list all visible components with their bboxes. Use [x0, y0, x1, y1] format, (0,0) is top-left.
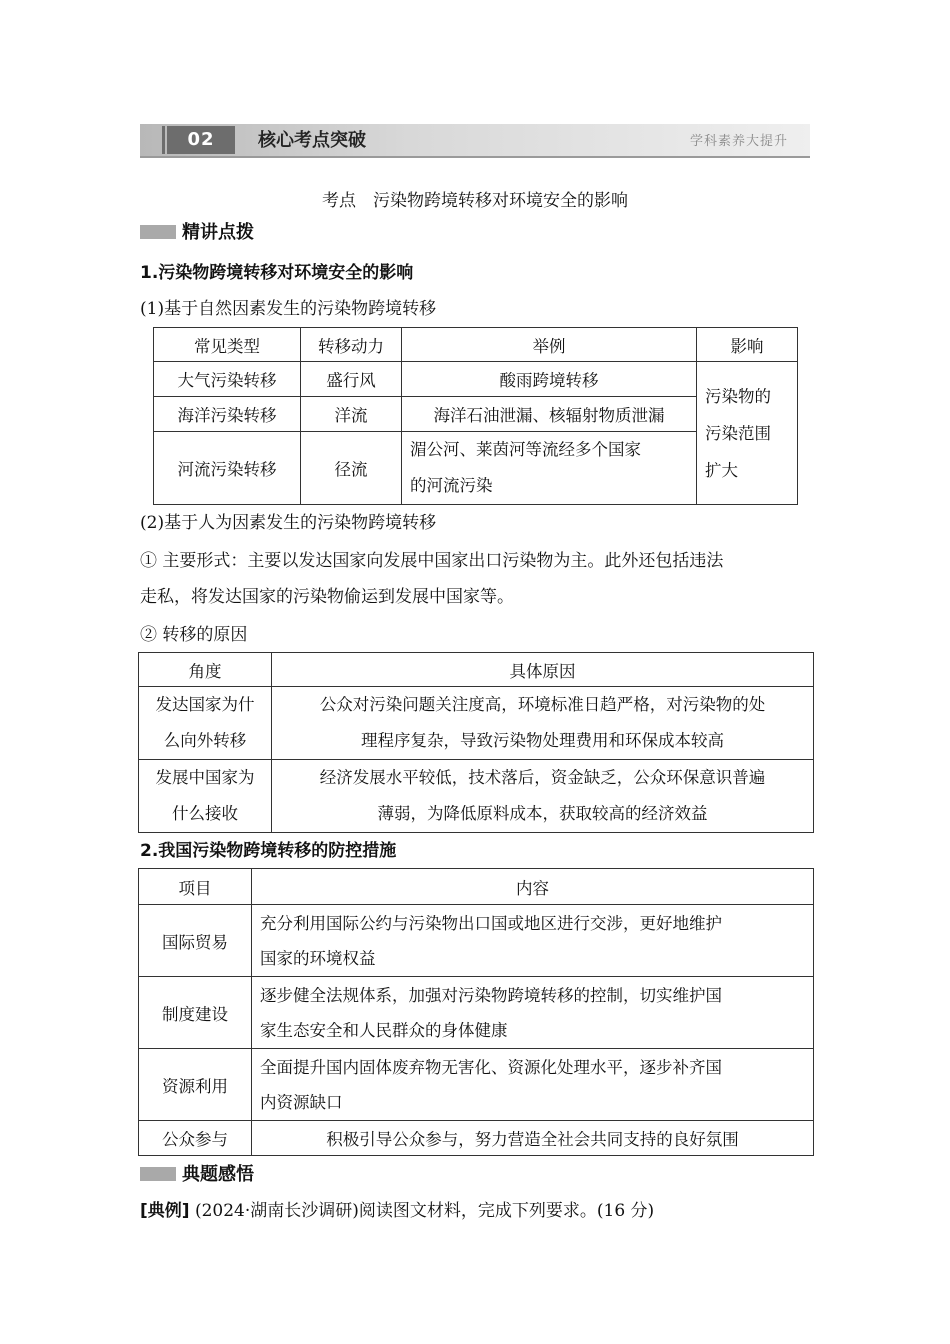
cell-line: 经济发展水平较低，技术落后，资金缺乏，公众环保意识普遍 — [319, 768, 766, 787]
table-header: 举例 — [402, 328, 697, 362]
table-cell — [272, 687, 814, 760]
table-cell: 资源利用 — [139, 1049, 252, 1121]
table-cell: 制度建设 — [139, 977, 252, 1049]
table-row — [139, 905, 814, 977]
table-cell: 酸雨跨境转移 — [402, 362, 697, 397]
table-cell: 国际贸易 — [139, 905, 252, 977]
table-header: 影响 — [697, 328, 798, 362]
table-header: 项目 — [139, 869, 252, 905]
table-header-row — [139, 653, 814, 687]
cell-line: 的河流污染 — [410, 476, 493, 495]
table-header-row — [139, 869, 814, 905]
table-cell: 洋流 — [301, 397, 402, 432]
table-row — [139, 687, 814, 760]
cell-line: 发展中国家为 — [155, 768, 255, 787]
table-cell — [139, 687, 272, 760]
table-row — [139, 1049, 814, 1121]
table-row — [139, 1121, 814, 1156]
table-row — [139, 760, 814, 833]
reason-title: ② 转移的原因 — [140, 625, 248, 645]
cell-line: 理程序复杂，导致污染物处理费用和环保成本较高 — [361, 731, 724, 750]
table-cell-impact — [697, 362, 798, 505]
example-line — [140, 1196, 654, 1221]
paragraph-line: ① 主要形式：主要以发达国家向发展中国家出口污染物为主。此外还包括违法 — [140, 551, 724, 571]
section-title: 核心考点突破 — [258, 130, 366, 151]
section-number: 02 — [167, 126, 235, 154]
table-header: 转移动力 — [301, 328, 402, 362]
table-transfer-reasons — [138, 652, 814, 833]
topic-title: 考点 污染物跨境转移对环境安全的影响 — [322, 191, 628, 211]
section-marker — [140, 1167, 176, 1181]
subheading-2: (2)基于人为因素发生的污染物跨境转移 — [140, 513, 437, 533]
table-cell — [402, 432, 697, 505]
table-cell — [139, 760, 272, 833]
table-cell: 积极引导公众参与，努力营造全社会共同支持的良好氛围 — [252, 1121, 814, 1156]
table-natural-transfer — [153, 327, 798, 505]
table-cell: 盛行风 — [301, 362, 402, 397]
table-cell: 大气污染转移 — [154, 362, 301, 397]
cell-line: 湄公河、莱茵河等流经多个国家 — [410, 440, 641, 459]
table-header: 常见类型 — [154, 328, 301, 362]
cell-line: 家生态安全和人民群众的身体健康 — [260, 1020, 508, 1040]
example-text: (2024·湖南长沙调研)阅读图文材料，完成下列要求。(16 分) — [189, 1201, 655, 1221]
section-label: 典题感悟 — [182, 1164, 254, 1185]
heading-1: 1.污染物跨境转移对环境安全的影响 — [140, 263, 414, 283]
table-prevention-measures — [138, 868, 814, 1156]
heading-2: 2.我国污染物跨境转移的防控措施 — [140, 841, 397, 861]
impact-line: 扩大 — [705, 460, 738, 480]
table-cell — [252, 1049, 814, 1121]
table-header-row — [154, 328, 798, 362]
cell-line: 全面提升国内固体废弃物无害化、资源化处理水平，逐步补齐国 — [260, 1057, 722, 1077]
table-row — [139, 977, 814, 1049]
table-cell: 公众参与 — [139, 1121, 252, 1156]
section-heading-explain — [140, 218, 254, 244]
table-cell — [252, 905, 814, 977]
table-cell: 海洋石油泄漏、核辐射物质泄漏 — [402, 397, 697, 432]
cell-line: 么向外转移 — [163, 731, 247, 750]
cell-line: 薄弱，为降低原料成本，获取较高的经济效益 — [377, 804, 708, 823]
table-header: 具体原因 — [272, 653, 814, 687]
paragraph-line: 走私，将发达国家的污染物偷运到发展中国家等。 — [140, 587, 514, 607]
section-banner — [140, 124, 810, 158]
table-cell: 海洋污染转移 — [154, 397, 301, 432]
section-marker — [140, 225, 176, 239]
impact-line: 污染范围 — [705, 423, 771, 443]
table-cell — [272, 760, 814, 833]
cell-line: 公众对污染问题关注度高，环境标准日趋严格，对污染物的处 — [319, 695, 766, 714]
cell-line: 国家的环境权益 — [260, 948, 376, 968]
table-header: 内容 — [252, 869, 814, 905]
table-header: 角度 — [139, 653, 272, 687]
table-cell: 径流 — [301, 432, 402, 505]
table-cell: 河流污染转移 — [154, 432, 301, 505]
table-cell — [252, 977, 814, 1049]
banner-subtitle: 学科素养大提升 — [689, 134, 788, 149]
section-heading-examples — [140, 1160, 254, 1186]
cell-line: 逐步健全法规体系，加强对污染物跨境转移的控制，切实维护国 — [260, 985, 722, 1005]
cell-line: 内资源缺口 — [260, 1092, 343, 1112]
example-tag: [典例] — [140, 1201, 190, 1221]
cell-line: 什么接收 — [172, 804, 238, 823]
cell-line: 发达国家为什 — [155, 695, 255, 714]
table-row — [154, 362, 798, 397]
subheading-1: (1)基于自然因素发生的污染物跨境转移 — [140, 299, 437, 319]
section-label: 精讲点拨 — [182, 222, 254, 243]
cell-line: 充分利用国际公约与污染物出口国或地区进行交涉，更好地维护 — [260, 913, 722, 933]
impact-line: 污染物的 — [705, 386, 771, 406]
